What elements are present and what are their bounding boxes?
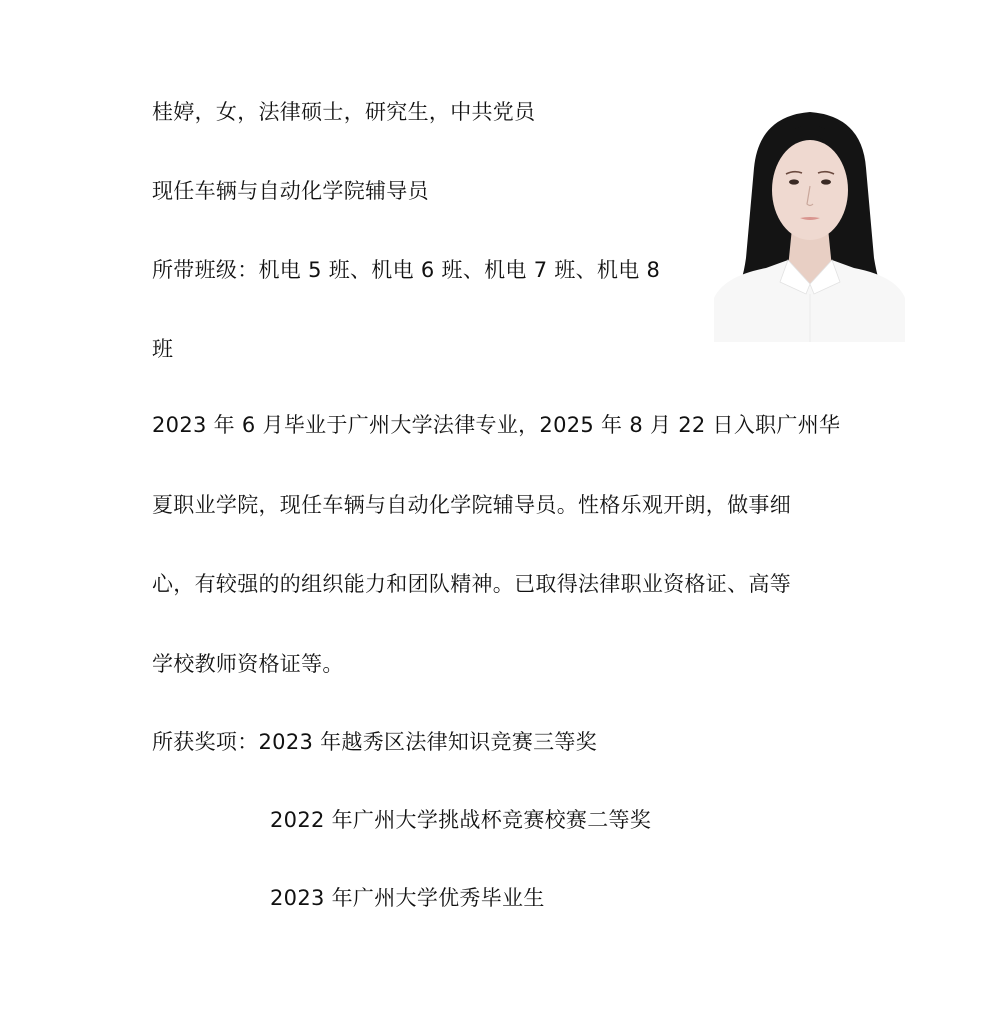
- award-item: 2022 年广州大学挑战杯竞赛校赛二等奖: [270, 808, 652, 832]
- classes-line-1: 所带班级：机电 5 班、机电 6 班、机电 7 班、机电 8: [152, 258, 661, 282]
- award-item: 2023 年越秀区法律知识竞赛三等奖: [258, 730, 598, 754]
- bio-line-3: 心，有较强的的组织能力和团队精神。已取得法律职业资格证、高等: [152, 572, 791, 596]
- bio-line-2: 夏职业学院，现任车辆与自动化学院辅导员。性格乐观开朗，做事细: [152, 493, 791, 517]
- awards-label: 所获奖项：: [152, 730, 259, 754]
- classes-line-2: 班: [152, 337, 174, 361]
- position-line: 现任车辆与自动化学院辅导员: [152, 179, 429, 203]
- awards-row-1: [152, 729, 597, 755]
- award-item: 2023 年广州大学优秀毕业生: [270, 886, 545, 910]
- bio-line-4: 学校教师资格证等。: [152, 652, 344, 676]
- bio-line-1: 2023 年 6 月毕业于广州大学法律专业，2025 年 8 月 22 日入职广州华: [152, 413, 841, 437]
- portrait-photo: [714, 108, 905, 342]
- intro-line: 桂婷，女，法律硕士，研究生，中共党员: [152, 100, 536, 124]
- portrait-illustration: [714, 108, 905, 342]
